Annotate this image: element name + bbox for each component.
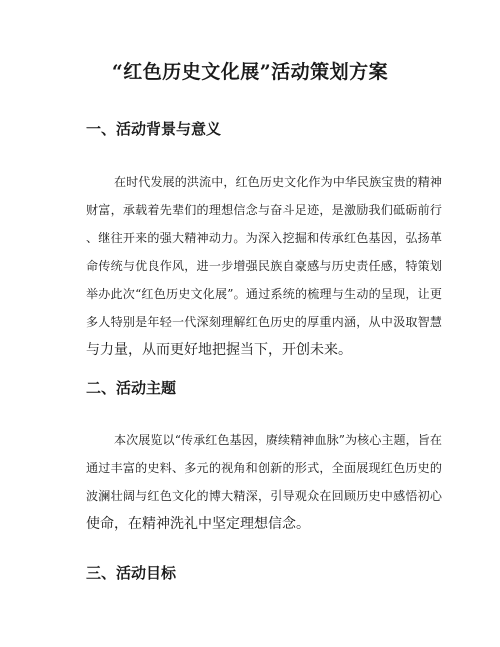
paragraph-line: 命传统与优良作风，进一步增强民族自豪感与历史责任感，特策划 xyxy=(86,259,442,273)
section-heading-goals: 三、活动目标 xyxy=(86,564,177,582)
paragraph-line: 与力量，从而更好地把握当下，开创未来。 xyxy=(86,342,352,358)
paragraph-line: 使命，在精神洗礼中坚定理想信念。 xyxy=(86,516,310,532)
paragraph-line: 波澜壮阔与红色文化的博大精深，引导观众在回顾历史中感悟初心 xyxy=(86,489,442,503)
section-heading-background: 一、活动背景与意义 xyxy=(86,120,222,138)
paragraph-line: 财富，承载着先辈们的理想信念与奋斗足迹，是激励我们砥砺前行 xyxy=(86,203,442,217)
paragraph-line: 举办此次“红色历史文化展”。通过系统的梳理与生动的呈现，让更 xyxy=(86,287,442,301)
paragraph-line: 多人特别是年轻一代深刻理解红色历史的厚重内涵，从中汲取智慧 xyxy=(86,315,442,329)
section-heading-theme: 二、活动主题 xyxy=(86,379,177,397)
document-title: “红色历史文化展”活动策划方案 xyxy=(111,61,389,83)
paragraph-line: 本次展览以“传承红色基因，赓续精神血脉”为核心主题，旨在 xyxy=(114,433,442,447)
paragraph-background xyxy=(86,168,442,364)
paragraph-theme xyxy=(86,426,442,538)
paragraph-line: 、继往开来的强大精神动力。为深入挖掘和传承红色基因，弘扬革 xyxy=(86,231,442,245)
paragraph-line: 在时代发展的洪流中，红色历史文化作为中华民族宝贵的精神 xyxy=(114,175,442,189)
paragraph-line: 通过丰富的史料、多元的视角和创新的形式，全面展现红色历史的 xyxy=(86,461,442,475)
